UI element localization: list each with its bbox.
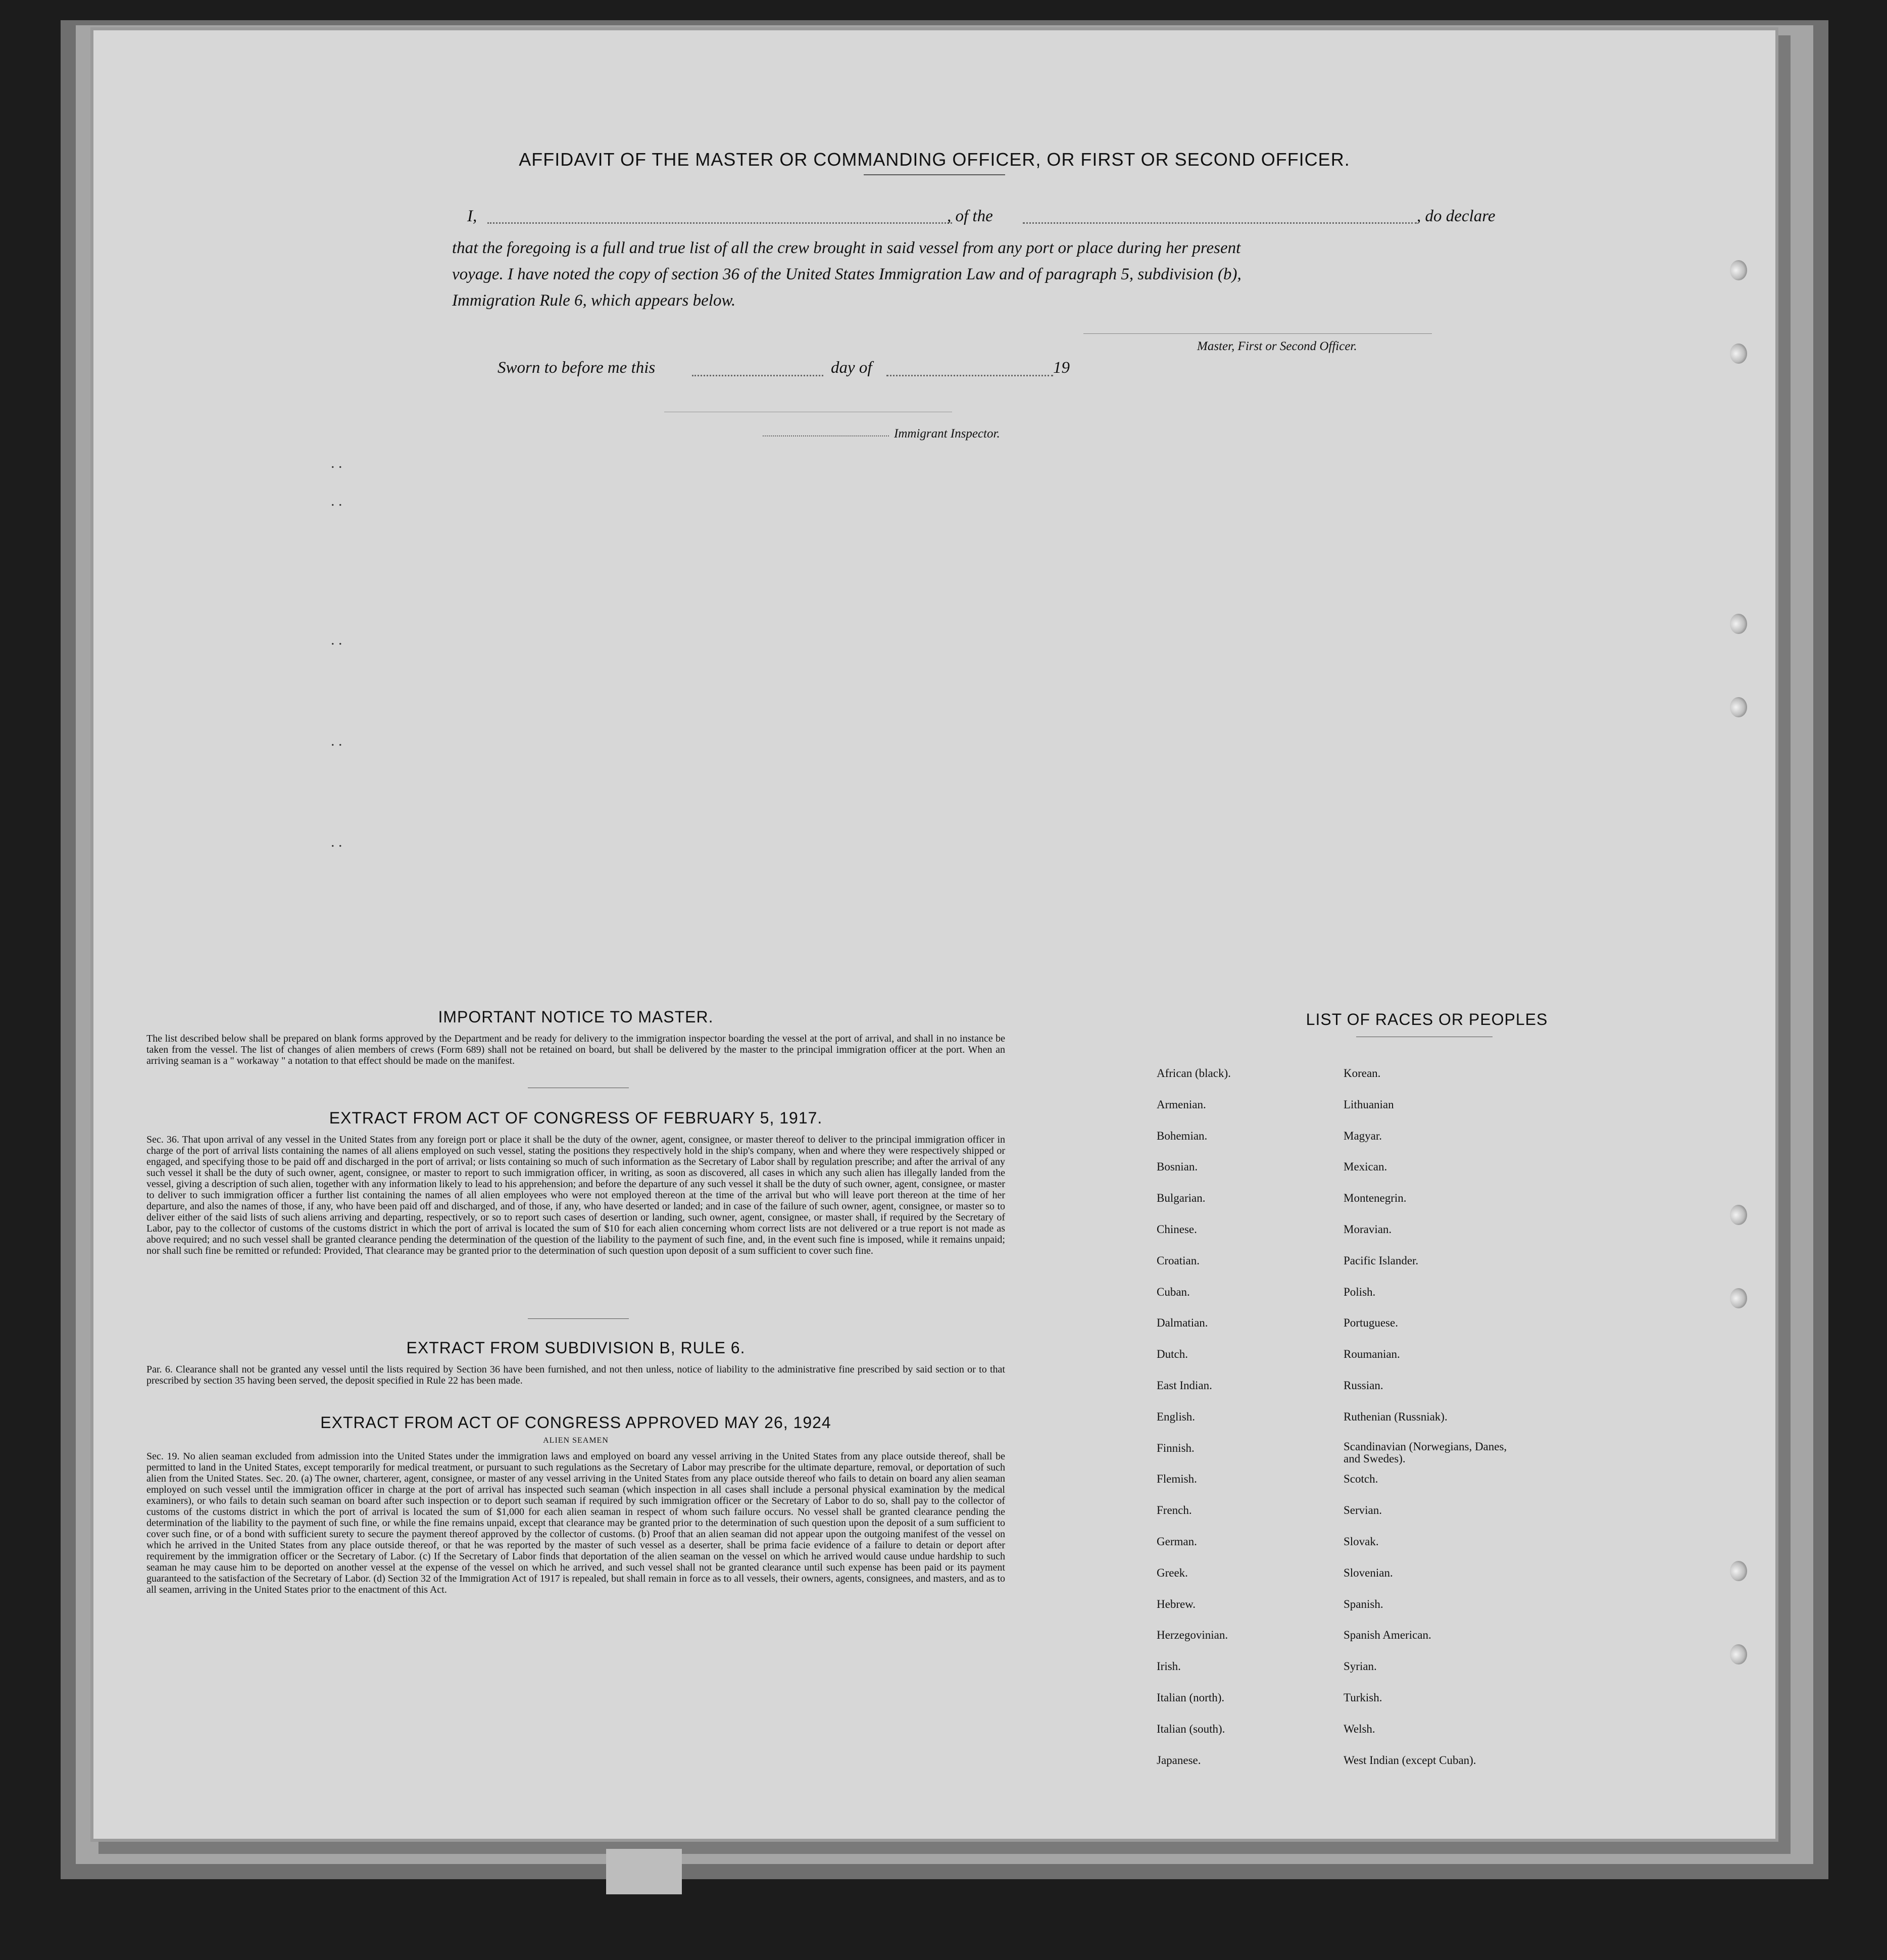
race-item: Bosnian.: [1157, 1160, 1198, 1173]
race-item: Russian.: [1344, 1379, 1383, 1392]
race-item: Welsh.: [1344, 1722, 1375, 1735]
name-blank: [487, 222, 952, 224]
bottom-page-tab: [606, 1849, 682, 1894]
race-item: Cuban.: [1157, 1285, 1190, 1298]
race-item: Magyar.: [1344, 1129, 1382, 1142]
race-item: Dutch.: [1157, 1348, 1188, 1361]
race-item: Slovenian.: [1344, 1566, 1393, 1579]
inspector-signature-blank: [763, 435, 889, 436]
stray-mark: . .: [331, 631, 342, 648]
affidavit-line-2: that the foregoing is a full and true list of all the crew brought in said vessel from any port or place during her present: [452, 239, 1241, 257]
race-item: English.: [1157, 1410, 1196, 1423]
extract-rule6-title: EXTRACT FROM SUBDIVISION B, RULE 6.: [406, 1339, 746, 1357]
extract-1924-body: Sec. 19. No alien seaman excluded from admission into the United States under the immigration laws and employed on board any vessel arriving in the United States from any place outside thereof, shall be permitted to land in the United States, except temporarily for medical treatment, or pursuant to such regulations as the Secretary of Labor may prescribe for the ultimate departure, removal, or deportation of such alien from the United States. Sec. 20. (a) The owner, charterer, agent, consignee, or master of any vessel arriving in the United States from any place outside thereof who fails to detain on board any alien seaman employed on such vessel until the immigration officer in charge at the port of arrival has inspected such seaman (which inspection in all cases shall include a personal physical examination by the medical examiners), or who fails to detain such seaman on board after such inspection or to deport such seaman if required by such immigration officer or the Secretary of Labor to do so, shall pay to the collector of customs of the customs district in which the port of arrival is located the sum of $1,000 for each alien seaman in respect of whom such failure occurs. No vessel shall be granted clearance pending the determination of the liability to the payment of such fine, or while the fine remains unpaid, except that clearance may be granted prior to the determination of such question upon the deposit of a sum sufficient to cover such fine, or of a bond with sufficient surety to secure the payment thereof approved by the collector of customs. (b) Proof that an alien seaman did not appear upon the outgoing manifest of the vessel on which he arrived in the United States from any place outside thereof, or that he was reported by the master of such vessel as a deserter, shall be prima facie evidence of a failure to detain or deport after requirement by the immigration officer or the Secretary of Labor. (c) If the Secretary of Labor finds that deportation of the alien seaman on the vessel on which he arrived would cause undue hardship to such seaman he may cause him to be deported on another vessel at the expense of the vessel on which he arrived, and such vessel shall not be granted clearance until such expense has been paid or its payment guaranteed to the satisfaction of the Secretary of Labor. (d) Section 32 of the Immigration Act of 1917 is repealed, but shall remain in force as to all vessels, their owners, agents, consignees, and masters, and as to all seamen, arriving in the United States prior to the enactment of this Act.: [146, 1451, 1005, 1595]
race-item: Polish.: [1344, 1285, 1376, 1298]
race-item: Croatian.: [1157, 1254, 1200, 1267]
affidavit-of-the: , of the: [947, 207, 993, 225]
race-item: Pacific Islander.: [1344, 1254, 1419, 1267]
race-item: Lithuanian: [1344, 1098, 1394, 1111]
sworn-day-blank: [692, 375, 823, 376]
sworn-text: Sworn to before me this: [498, 359, 656, 377]
binder-hole: [1730, 1561, 1747, 1581]
extract-rule6-body: Par. 6. Clearance shall not be granted any vessel until the lists required by Section 36 have been furnished, and not then unless, notice of liability to the administrative fine prescribed by said section or to that prescribed by section 35 having been served, the deposit specified in Rule 22 has been made.: [146, 1364, 1005, 1386]
affidavit-line-4: Immigration Rule 6, which appears below.: [452, 291, 736, 310]
binder-hole: [1730, 1205, 1747, 1225]
race-item: Portuguese.: [1344, 1316, 1398, 1330]
extract-1917-body: Sec. 36. That upon arrival of any vessel in the United States from any foreign port or place it shall be the duty of the owner, agent, consignee, or master thereof to deliver to the principal immigration officer in charge of the port of arrival lists containing the names of all aliens employed on such vessel, stating the positions they respectively hold in the ship's company, when and where they were respectively shipped or engaged, and specifying those to be paid off and discharged in the port of arrival; or lists containing so much of such information as the Secretary of Labor shall by regulation prescribe; and after the arrival of any such vessel it shall be the duty of such owner, agent, consignee, or master to report to such immigration officer, in writing, as soon as discovered, all cases in which any such alien has illegally landed from the vessel, giving a description of such alien, together with any information likely to lead to his apprehension; and before the departure of any such vessel it shall be the duty of such owner, agent, consignee, or master to deliver to such immigration officer a further list containing the names of all alien employees who were not employed thereon at the time of the arrival but who will leave port thereon at the time of her departure, and also the names of those, if any, who have been paid off and discharged, and of those, if any, who have deserted or landed; and in case of the failure of such owner, agent, consignee, or master so to deliver either of the said lists of such aliens arriving and departing, respectively, or so to report such cases of desertion or landing, such owner, agent, consignee, or master shall, if required by the Secretary of Labor, pay to the collector of customs of the customs district in which the port of arrival is located the sum of $10 for each alien concerning whom correct lists are not delivered or a true report is not made as above required; and no such vessel shall be granted clearance pending the determination of the question of the liability to the payment of such fine, and, in the event such fine is imposed, while it remains unpaid; nor shall such fine be remitted or refunded: Provided, That clearance may be granted prior to the determination of such question upon deposit of a sum sufficient to cover such fine.: [146, 1134, 1005, 1256]
binder-hole: [1730, 260, 1747, 280]
important-notice-title: IMPORTANT NOTICE TO MASTER.: [438, 1008, 714, 1026]
master-signature-label: Master, First or Second Officer.: [1197, 339, 1357, 353]
race-item: Moravian.: [1344, 1222, 1392, 1236]
race-item: Herzegovinian.: [1157, 1629, 1228, 1642]
binder-hole: [1730, 344, 1747, 364]
sworn-month-blank: [886, 375, 1053, 376]
race-item: Roumanian.: [1344, 1348, 1400, 1361]
extract-1924-title: EXTRACT FROM ACT OF CONGRESS APPROVED MAY 26, 1924: [320, 1413, 831, 1432]
race-item: Mexican.: [1344, 1160, 1387, 1173]
race-item: Slovak.: [1344, 1535, 1379, 1548]
affidavit-line-3: voyage. I have noted the copy of section 36 of the United States Immigration Law and of paragraph 5, subdivision (b),: [452, 265, 1242, 283]
race-item: Italian (north).: [1157, 1691, 1225, 1704]
race-item: Syrian.: [1344, 1660, 1377, 1673]
sworn-year: 19: [1053, 359, 1070, 377]
race-item: Flemish.: [1157, 1473, 1197, 1486]
stray-mark: . .: [331, 493, 342, 509]
race-item: Italian (south).: [1157, 1722, 1225, 1735]
stray-mark: . .: [331, 834, 342, 850]
race-item: Montenegrin.: [1344, 1192, 1407, 1205]
race-item: Bohemian.: [1157, 1129, 1208, 1142]
races-left-column: [1157, 1066, 1323, 1784]
race-item: Finnish.: [1157, 1441, 1195, 1454]
race-item: Japanese.: [1157, 1753, 1201, 1767]
race-item: Spanish.: [1344, 1597, 1383, 1610]
vessel-blank: [1023, 222, 1417, 224]
binder-hole: [1730, 697, 1747, 717]
race-item: Korean.: [1344, 1067, 1381, 1080]
race-item: Scandinavian (Norwegians, Danes, and Swedes).: [1344, 1440, 1507, 1465]
races-title: LIST OF RACES OR PEOPLES: [1306, 1010, 1548, 1028]
extract-1917-title: EXTRACT FROM ACT OF CONGRESS OF FEBRUARY 5, 1917.: [329, 1109, 823, 1127]
races-right-column: [1344, 1066, 1525, 1784]
race-item: Armenian.: [1157, 1098, 1206, 1111]
race-item: Hebrew.: [1157, 1597, 1196, 1610]
important-notice-body: The list described below shall be prepared on blank forms approved by the Department and be ready for delivery to the immigration inspector boarding the vessel at the port of arrival, and shall in no instance be taken from the vessel. The list of changes of alien members of crews (Form 689) shall not be retained on board, but shall be delivered by the master to the principal immigration officer at the port. When an arriving seaman is a " workaway " a notation to that effect should be made on the manifest.: [146, 1033, 1005, 1066]
race-item: Ruthenian (Russniak).: [1344, 1410, 1448, 1423]
affidavit-pronoun: I,: [467, 207, 477, 225]
stray-mark: . .: [331, 455, 342, 471]
race-item: Irish.: [1157, 1660, 1181, 1673]
race-item: Dalmatian.: [1157, 1316, 1208, 1330]
race-item: East Indian.: [1157, 1379, 1212, 1392]
inspector-label: Immigrant Inspector.: [894, 427, 1000, 440]
affidavit-do-declare: , do declare: [1417, 207, 1496, 225]
document-page: [93, 30, 1775, 1839]
binder-hole: [1730, 1644, 1747, 1664]
race-item: Spanish American.: [1344, 1629, 1431, 1642]
race-item: West Indian (except Cuban).: [1344, 1753, 1476, 1767]
extract-1924-subtitle: ALIEN SEAMEN: [543, 1436, 609, 1445]
extract-1917-divider: [528, 1318, 629, 1319]
race-item: French.: [1157, 1504, 1192, 1517]
race-item: African (black).: [1157, 1067, 1231, 1080]
stray-mark: . .: [331, 732, 342, 749]
race-item: Bulgarian.: [1157, 1192, 1206, 1205]
race-item: Chinese.: [1157, 1222, 1197, 1236]
race-item: Turkish.: [1344, 1691, 1382, 1704]
sworn-day-of: day of: [831, 359, 872, 377]
race-item: German.: [1157, 1535, 1197, 1548]
race-item: Servian.: [1344, 1504, 1382, 1517]
master-signature-line: [1083, 333, 1432, 334]
title-underline: [864, 174, 1005, 175]
binder-hole: [1730, 614, 1747, 634]
binder-hole: [1730, 1288, 1747, 1308]
affidavit-title: AFFIDAVIT OF THE MASTER OR COMMANDING OFFICER, OR FIRST OR SECOND OFFICER.: [519, 149, 1350, 170]
race-item: Greek.: [1157, 1566, 1188, 1579]
race-item: Scotch.: [1344, 1473, 1378, 1486]
